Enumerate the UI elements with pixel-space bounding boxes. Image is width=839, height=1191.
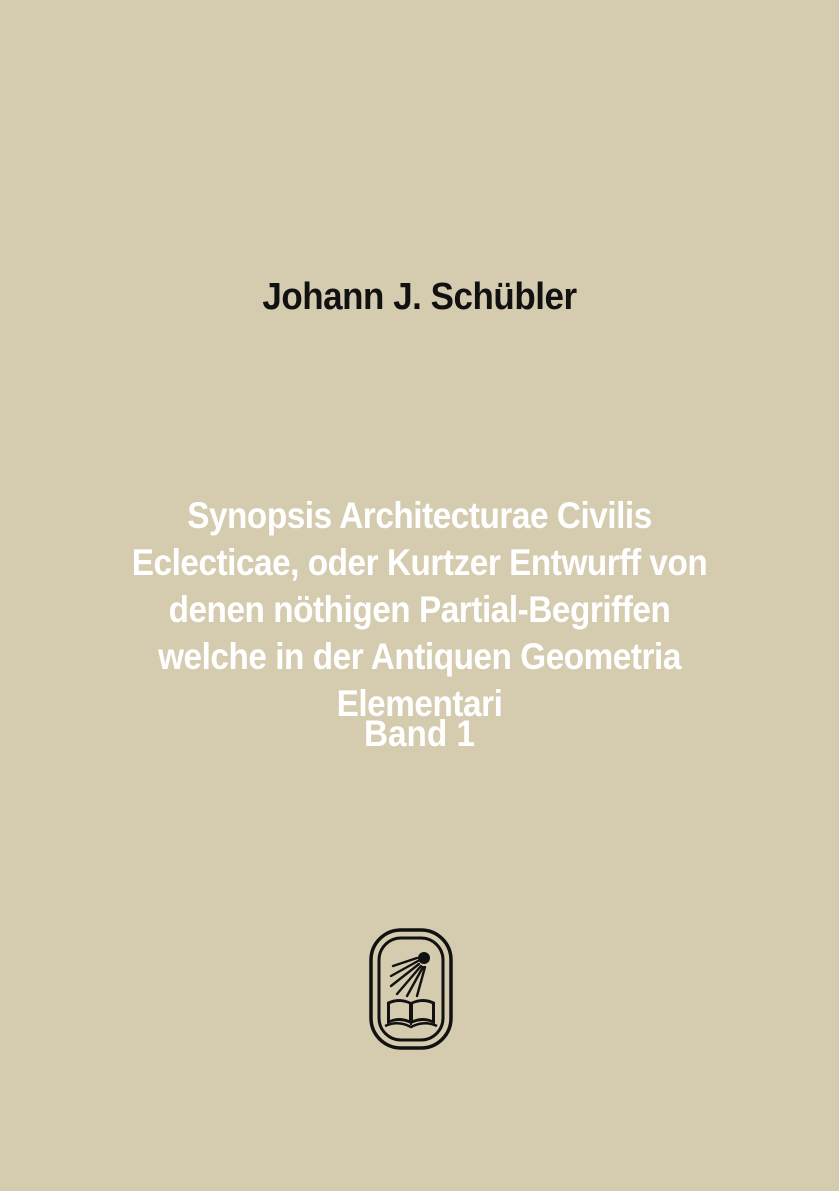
title-line-2: Eclecticae, oder Kurtzer Entwurff von xyxy=(131,542,708,583)
title-line-1: Synopsis Architecturae Civilis xyxy=(187,495,652,536)
publisher-emblem-icon xyxy=(369,928,453,1050)
book-title xyxy=(40,492,799,727)
volume-label: Band 1 xyxy=(363,713,476,754)
title-line-5: Elementari xyxy=(336,683,503,724)
title-line-4: welche in der Antiquen Geometria xyxy=(158,636,681,677)
title-line-3: denen nöthigen Partial-Begriffen xyxy=(168,589,671,630)
author-name: Johann J. Schübler xyxy=(262,276,577,318)
